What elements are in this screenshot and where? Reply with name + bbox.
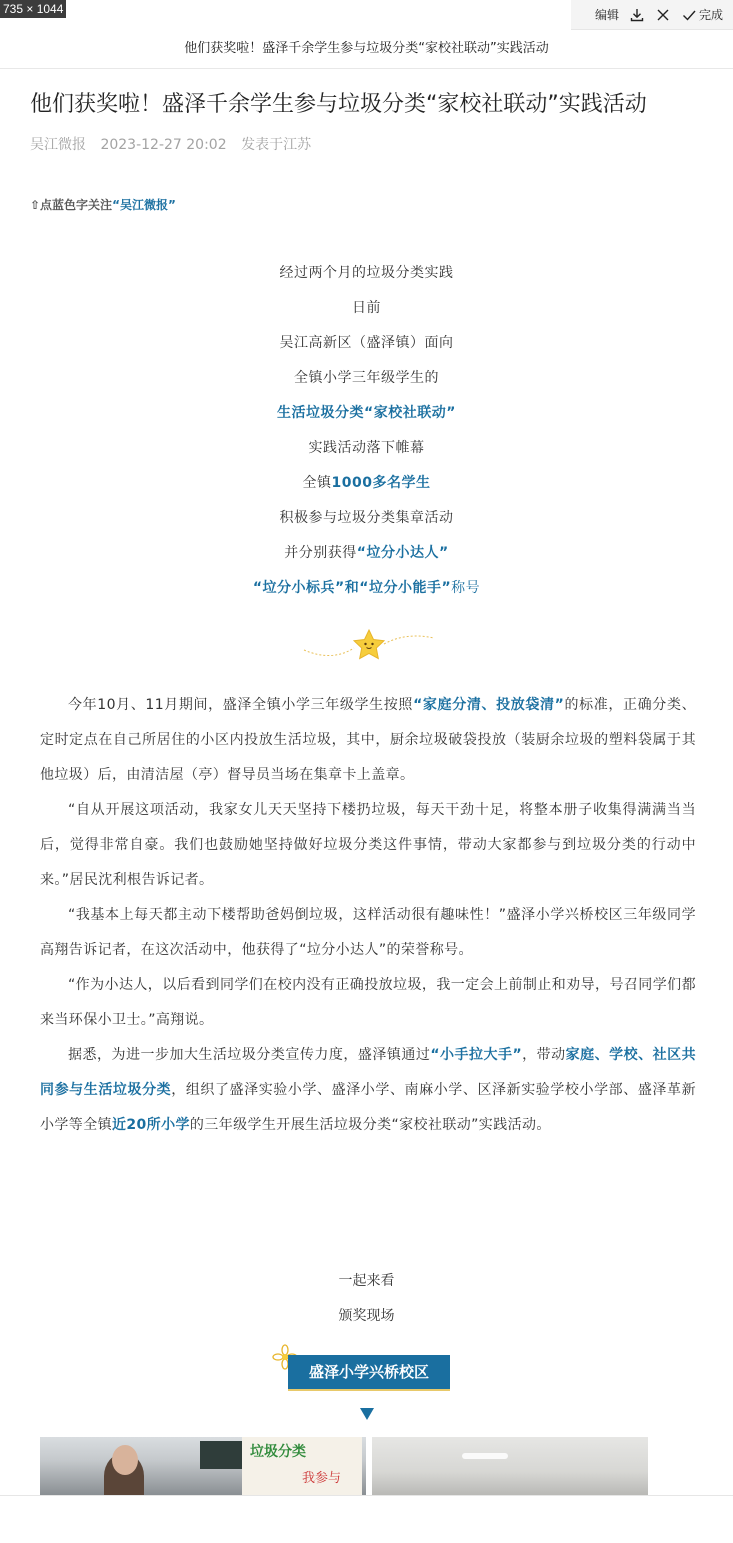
intro-text: 并分别获得 — [284, 545, 357, 561]
check-icon — [681, 7, 697, 23]
done-button[interactable] — [681, 6, 723, 23]
account-link[interactable]: 吴江微报 — [30, 137, 86, 153]
image-dimensions-badge: 735 × 1044 — [0, 0, 66, 18]
intro-centered-block — [0, 256, 733, 606]
publish-location: 发表于江苏 — [241, 137, 312, 153]
intro-line: 积极参与垃圾分类集章活动 — [279, 510, 454, 526]
body-text: ，组织了盛泽实验小学、盛泽小学、南麻小学、区泽新实验学校小学部、盛泽革新小学等全镇 — [40, 1082, 696, 1133]
follow-prompt — [30, 196, 176, 213]
bottom-bar — [0, 1495, 733, 1543]
body-text: 的三年级学生开展生活垃圾分类“家校社联动”实践活动。 — [189, 1117, 551, 1133]
close-button[interactable] — [655, 7, 671, 23]
section-caption: 颁奖现场 — [338, 1308, 395, 1324]
photo-ceiling-lamp-shape — [462, 1453, 508, 1459]
publish-datetime: 2023-12-27 20:02 — [100, 137, 227, 153]
body-text: 的标准，正确分类、定时定点在自己所居住的小区内投放生活垃圾，其中，厨余垃圾破袋投放（装厨余垃圾的塑料袋属于其他垃圾）后，由清洁屋（亭）督导员当场在集章卡上盖章。 — [40, 697, 696, 783]
edit-button[interactable] — [595, 6, 619, 23]
body-highlight: 近20所小学 — [112, 1117, 190, 1133]
intro-highlight: 1000多名学生 — [331, 475, 431, 491]
intro-line — [0, 466, 733, 501]
download-button[interactable] — [629, 7, 645, 23]
follow-prefix: ⇧点蓝色字关注 — [30, 198, 113, 212]
down-arrow-icon — [360, 1408, 374, 1420]
intro-line — [0, 571, 733, 606]
body-paragraph: “作为小达人，以后看到同学们在校内没有正确投放垃圾，我一定会上前制止和劝导，号召同学们都来当环保小卫士。”高翔说。 — [40, 977, 696, 1028]
photo-person-head-shape — [112, 1445, 138, 1475]
body-text: 据悉，为进一步加大生活垃圾分类宣传力度，盛泽镇通过 — [68, 1047, 431, 1063]
body-highlight: 家庭、学校、社区共同参与生活垃圾分类 — [40, 1047, 697, 1098]
intro-line: 日前 — [352, 300, 381, 316]
edit-button-label: 编辑 — [594, 8, 619, 22]
intro-line-highlight: 生活垃圾分类“家校社联动” — [277, 405, 456, 421]
intro-line — [0, 536, 733, 571]
body-paragraph — [40, 688, 696, 793]
page-tab-title: 他们获奖啦！盛泽千余学生参与垃圾分类“家校社联动”实践活动 — [0, 30, 733, 69]
award-photo[interactable] — [372, 1437, 648, 1495]
body-paragraph: “我基本上每天都主动下楼帮助爸妈倒垃圾，这样活动很有趣味性！”盛泽小学兴桥校区三年级同学高翔告诉记者，在这次活动中，他获得了“垃分小达人”的荣誉称号。 — [40, 907, 696, 958]
star-divider-icon — [302, 626, 436, 666]
school-section-tag: 盛泽小学兴桥校区 — [288, 1355, 450, 1391]
editor-toolbar — [571, 0, 733, 30]
intro-line: 全镇小学三年级学生的 — [294, 370, 439, 386]
intro-highlight: “垃分小达人” — [356, 545, 449, 561]
award-photo[interactable] — [40, 1437, 366, 1495]
intro-line: 经过两个月的垃圾分类实践 — [279, 265, 454, 281]
article-meta — [30, 134, 321, 154]
body-text: 今年10月、11月期间，盛泽全镇小学三年级学生按照 — [68, 697, 414, 713]
body-highlight: “家庭分清、投放袋清” — [413, 697, 565, 713]
article-body — [40, 688, 696, 1143]
body-paragraph — [40, 1038, 696, 1143]
download-icon — [629, 7, 645, 23]
photo-banner-text: 我参与 — [302, 1471, 342, 1486]
intro-highlight: “垃分小标兵”和“垃分小能手” — [252, 580, 452, 596]
done-button-label: 完成 — [698, 8, 723, 22]
section-caption: 一起来看 — [338, 1273, 395, 1289]
body-highlight: “小手拉大手” — [430, 1047, 523, 1063]
follow-account-link[interactable]: “吴江微报” — [112, 198, 176, 212]
intro-line: 实践活动落下帷幕 — [308, 440, 425, 456]
intro-text: 全镇 — [302, 475, 332, 491]
intro-text: 称号 — [451, 580, 481, 596]
close-icon — [655, 7, 671, 23]
body-text: ，带动 — [522, 1047, 566, 1063]
body-paragraph: “自从开展这项活动，我家女儿天天坚持下楼扔垃圾，每天干劲十足，将整本册子收集得满满当当后，觉得非常自豪。我们也鼓励她坚持做好垃圾分类这件事情，带动大家都参与到垃圾分类的行动中来。”居民沈利根告诉记者。 — [40, 802, 696, 888]
intro-line: 吴江高新区（盛泽镇）面向 — [279, 335, 454, 351]
photo-banner-text: 垃圾分类 — [250, 1444, 306, 1460]
photo-banner-shape — [242, 1437, 362, 1495]
article-title: 他们获奖啦！盛泽千余学生参与垃圾分类“家校社联动”实践活动 — [30, 92, 647, 117]
